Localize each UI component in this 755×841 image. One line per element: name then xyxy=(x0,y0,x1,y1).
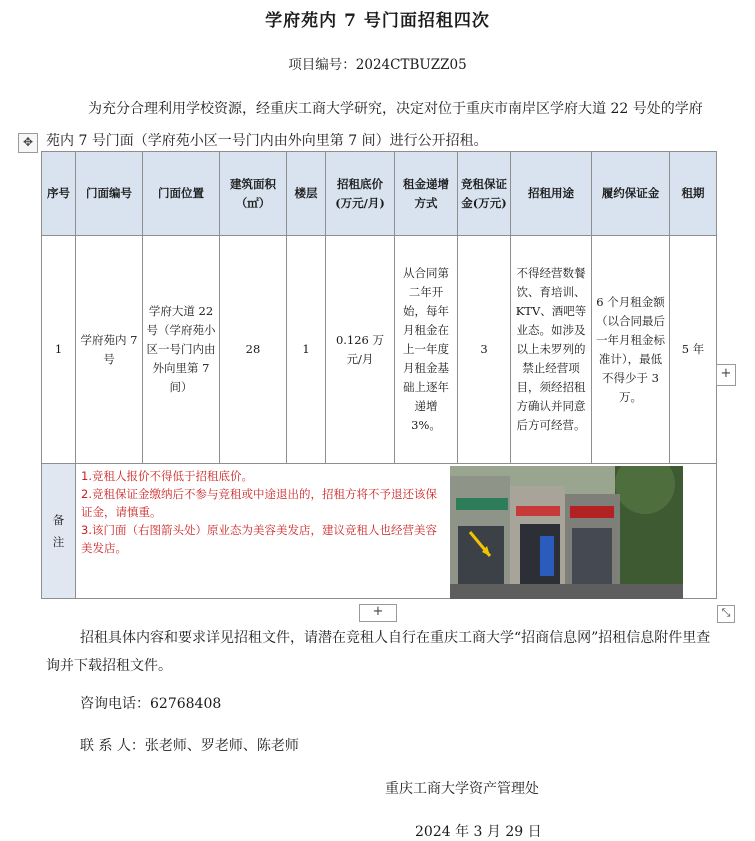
project-number: 项目编号：2024CTBUZZ05 xyxy=(288,57,467,73)
add-column-plus-icon[interactable]: + xyxy=(716,364,736,386)
table-header-row xyxy=(42,152,717,236)
contact-line: 联 系 人：张老师、罗老师、陈老师 xyxy=(80,738,299,754)
table-row xyxy=(42,236,717,464)
header-cell: 序号 xyxy=(42,152,76,236)
header-cell: 招租底价(万元/月) xyxy=(326,152,395,236)
cell-usage: 不得经营数餐饮、育培训、KTV、酒吧等业态。如涉及以上未罗列的禁止经营项目，须经招租方确认并同意后方可经营。 xyxy=(511,236,592,464)
header-cell: 竞租保证金(万元) xyxy=(458,152,511,236)
header-cell: 租金递增方式 xyxy=(395,152,458,236)
cell-code: 学府苑内 7 号 xyxy=(76,236,143,464)
header-cell: 门面编号 xyxy=(76,152,143,236)
cell-term: 5 年 xyxy=(670,236,717,464)
rental-table-container xyxy=(41,151,717,599)
cell-increase: 从合同第二年开始，每年月租金在上一年度月租金基础上逐年递增 3%。 xyxy=(395,236,458,464)
notes-row xyxy=(42,464,717,599)
note-label: 备注 xyxy=(42,464,76,599)
intro-paragraph: 为充分合理利用学校资源，经重庆工商大学研究，决定对位于重庆市南岸区学府大道 22 号处的学府苑内 7 号门面（学府苑小区一号门内由外向里第 7 间）进行公开招租。 xyxy=(46,101,703,149)
header-cell: 门面位置 xyxy=(143,152,220,236)
cell-location: 学府大道 22 号（学府苑小区一号门内由外向里第 7 间） xyxy=(143,236,220,464)
cell-performance-deposit: 6 个月租金额（以合同最后一年月租金标准计），最低不得少于 3 万。 xyxy=(592,236,670,464)
signing-organization: 重庆工商大学资产管理处 xyxy=(385,781,539,797)
document-date: 2024 年 3 月 29 日 xyxy=(415,824,542,840)
cell-floor: 1 xyxy=(287,236,326,464)
rental-table xyxy=(41,151,717,599)
cell-area: 28 xyxy=(220,236,287,464)
note-item: 3.该门面（右图箭头处）原业态为美容美发店，建议竞租人也经营美容美发店。 xyxy=(81,523,437,555)
cell-no: 1 xyxy=(42,236,76,464)
cell-base-price: 0.126 万元/月 xyxy=(326,236,395,464)
header-cell: 建筑面积（㎡） xyxy=(220,152,287,236)
header-cell: 租期 xyxy=(670,152,717,236)
header-cell: 履约保证金 xyxy=(592,152,670,236)
notes-list xyxy=(81,467,446,557)
outro-paragraph: 招租具体内容和要求详见招租文件，请潜在竞租人自行在重庆工商大学“招商信息网”招租信息附件里查询并下载招租文件。 xyxy=(46,630,711,674)
add-row-plus-icon[interactable]: + xyxy=(359,604,397,622)
phone-line: 咨询电话：62768408 xyxy=(80,696,222,712)
document-title: 学府苑内 7 号门面招租四次 xyxy=(265,11,490,31)
notes-cell xyxy=(76,464,717,599)
note-item: 1.竞租人报价不得低于招租底价。 xyxy=(81,469,253,483)
table-move-handle-icon[interactable]: ✥ xyxy=(18,133,38,153)
note-item: 2.竞租保证金缴纳后不参与竞租或中途退出的，招租方将不予退还该保证金，请慎重。 xyxy=(81,487,437,519)
header-cell: 招租用途 xyxy=(511,152,592,236)
header-cell: 楼层 xyxy=(287,152,326,236)
table-resize-diagonal-icon[interactable]: ⤡ xyxy=(717,605,735,623)
storefront-photo xyxy=(450,466,683,599)
cell-deposit: 3 xyxy=(458,236,511,464)
